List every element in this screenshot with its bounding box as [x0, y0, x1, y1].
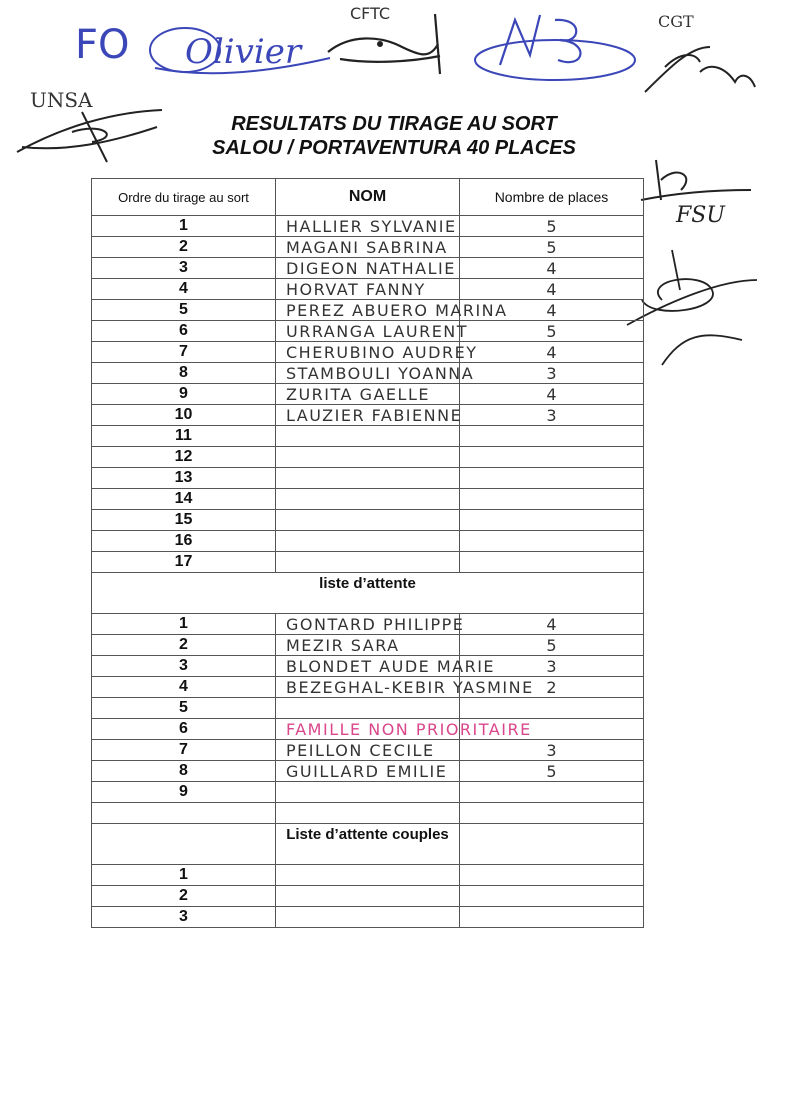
row-name: HALLIER SYLVANIE — [276, 216, 460, 237]
row-places — [460, 510, 644, 531]
table-row — [92, 363, 644, 384]
signature-unsa-label: UNSA — [30, 88, 93, 112]
table-row — [92, 614, 644, 635]
table-row — [92, 510, 644, 531]
row-number: 17 — [92, 552, 276, 573]
row-number: 7 — [92, 342, 276, 363]
table-row — [92, 300, 644, 321]
row-name: STAMBOULI YOANNA — [276, 363, 460, 384]
row-number: 4 — [92, 677, 276, 698]
page-title-line1: RESULTATS DU TIRAGE AU SORT — [231, 113, 557, 135]
signature-fo — [75, 22, 145, 72]
row-places — [460, 886, 644, 907]
row-name: MAGANI SABRINA — [276, 237, 460, 258]
row-name — [276, 510, 460, 531]
row-name — [276, 698, 460, 719]
row-places — [460, 426, 644, 447]
row-name: URRANGA LAURENT — [276, 321, 460, 342]
row-number: 6 — [92, 719, 276, 740]
row-places — [460, 468, 644, 489]
row-places: 4 — [460, 258, 644, 279]
row-number: 1 — [92, 216, 276, 237]
table-row — [92, 677, 644, 698]
signature-nb-scribble — [470, 10, 640, 85]
results-table — [91, 178, 644, 928]
row-places: 4 — [460, 384, 644, 405]
table-row — [92, 405, 644, 426]
table-row — [92, 865, 644, 886]
row-places: 4 — [460, 342, 644, 363]
row-name — [276, 865, 460, 886]
table-row — [92, 489, 644, 510]
row-number: 12 — [92, 447, 276, 468]
table-row — [92, 279, 644, 300]
couples-title-spacer — [92, 824, 276, 865]
table-row — [92, 656, 644, 677]
row-number: 16 — [92, 531, 276, 552]
table-row — [92, 468, 644, 489]
row-number: 14 — [92, 489, 276, 510]
row-name: GONTARD PHILIPPE — [276, 614, 460, 635]
header-places: Nombre de places — [460, 179, 644, 216]
row-number: 1 — [92, 614, 276, 635]
table-row — [92, 321, 644, 342]
row-number: 8 — [92, 761, 276, 782]
row-name: MEZIR SARA — [276, 635, 460, 656]
couples-title-spacer-2 — [460, 824, 644, 865]
row-places: 3 — [460, 740, 644, 761]
signature-fo-text: FO — [75, 22, 130, 68]
row-name: PEILLON CECILE — [276, 740, 460, 761]
row-number: 11 — [92, 426, 276, 447]
table-row — [92, 531, 644, 552]
signature-cftc — [320, 4, 450, 84]
row-number: 9 — [92, 782, 276, 803]
row-name: DIGEON NATHALIE — [276, 258, 460, 279]
table-row — [92, 782, 644, 803]
table-row — [92, 907, 644, 928]
row-number: 1 — [92, 865, 276, 886]
row-places: 3 — [460, 405, 644, 426]
signature-cgt-label: CGT — [658, 12, 694, 31]
row-places: 3 — [460, 656, 644, 677]
row-places: 5 — [460, 635, 644, 656]
table-row — [92, 761, 644, 782]
table-row — [92, 342, 644, 363]
row-places: 5 — [460, 237, 644, 258]
table-row — [92, 258, 644, 279]
table-row — [92, 719, 644, 740]
row-places — [460, 865, 644, 886]
row-places — [460, 782, 644, 803]
row-name — [276, 907, 460, 928]
row-number: 4 — [92, 279, 276, 300]
signature-fsu-label: FSU — [676, 203, 725, 228]
table-row — [92, 740, 644, 761]
row-places — [460, 447, 644, 468]
row-name: GUILLARD EMILIE — [276, 761, 460, 782]
signature-cfdt-text: Olivier — [185, 32, 302, 72]
couples-list-title: Liste d’attente couples — [276, 824, 460, 865]
row-name: BEZEGHAL-KEBIR YASMINE — [276, 677, 460, 698]
row-number: 5 — [92, 300, 276, 321]
table-row — [92, 426, 644, 447]
row-name: LAUZIER FABIENNE — [276, 405, 460, 426]
waiting-list-title: liste d’attente — [92, 573, 644, 614]
row-name: BLONDET AUDE MARIE — [276, 656, 460, 677]
row-name: CHERUBINO AUDREY — [276, 342, 460, 363]
row-places: 4 — [460, 614, 644, 635]
row-number: 3 — [92, 907, 276, 928]
table-row — [92, 552, 644, 573]
table-row — [92, 698, 644, 719]
couples-section-row — [92, 824, 644, 865]
page-title-line2: SALOU / PORTAVENTURA 40 PLACES — [212, 137, 576, 159]
row-number: 10 — [92, 405, 276, 426]
signature-fsu — [636, 155, 756, 235]
row-name — [276, 426, 460, 447]
row-places: 5 — [460, 321, 644, 342]
row-name: PEREZ ABUERO MARINA — [276, 300, 460, 321]
row-number: 2 — [92, 635, 276, 656]
table-row — [92, 886, 644, 907]
row-name — [276, 782, 460, 803]
table-row — [92, 384, 644, 405]
header-ordre: Ordre du tirage au sort — [92, 179, 276, 216]
row-number: 6 — [92, 321, 276, 342]
row-name — [276, 468, 460, 489]
row-places: 5 — [460, 761, 644, 782]
row-places: 4 — [460, 300, 644, 321]
row-places — [460, 531, 644, 552]
row-places: 5 — [460, 216, 644, 237]
row-number: 7 — [92, 740, 276, 761]
row-name: HORVAT FANNY — [276, 279, 460, 300]
table-row — [92, 216, 644, 237]
row-number: 15 — [92, 510, 276, 531]
signature-cgt-tracker — [470, 10, 640, 85]
row-name: ZURITA GAELLE — [276, 384, 460, 405]
blank-row — [92, 803, 644, 824]
table-header — [92, 179, 644, 216]
row-number: 5 — [92, 698, 276, 719]
row-number: 13 — [92, 468, 276, 489]
row-number: 3 — [92, 258, 276, 279]
row-name — [276, 886, 460, 907]
row-places: 2 — [460, 677, 644, 698]
row-places: 3 — [460, 363, 644, 384]
table-row — [92, 237, 644, 258]
row-number: 8 — [92, 363, 276, 384]
row-name — [276, 447, 460, 468]
waiting-section-row — [92, 573, 644, 614]
row-places — [460, 907, 644, 928]
row-places — [460, 489, 644, 510]
row-name — [276, 489, 460, 510]
row-name — [276, 552, 460, 573]
signature-cgt — [640, 12, 760, 102]
row-places: 4 — [460, 279, 644, 300]
row-number: 2 — [92, 886, 276, 907]
row-places — [460, 698, 644, 719]
signature-cfdt — [145, 18, 335, 78]
row-name — [276, 531, 460, 552]
row-number: 9 — [92, 384, 276, 405]
row-number: 3 — [92, 656, 276, 677]
table-row — [92, 635, 644, 656]
signature-cftc-label: CFTC — [350, 4, 391, 23]
header-nom: NOM — [276, 179, 460, 216]
row-name: FAMILLE NON PRIORITAIRE — [276, 719, 460, 740]
row-number: 2 — [92, 237, 276, 258]
row-places — [460, 552, 644, 573]
table-row — [92, 447, 644, 468]
